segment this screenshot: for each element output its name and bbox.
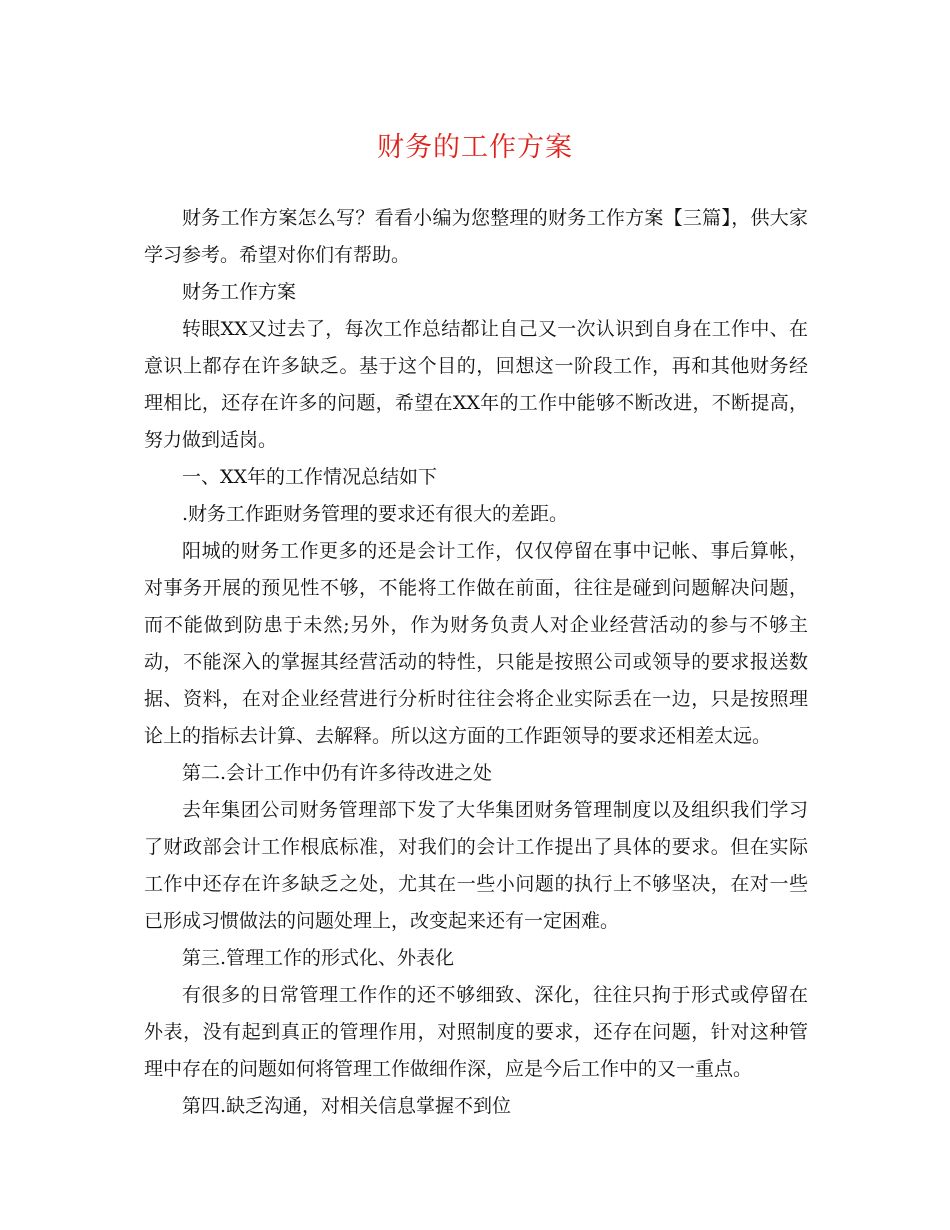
paragraph-section-heading: 财务工作方案: [182, 281, 297, 303]
paragraph-point-two: 第二.会计工作中仍有许多待改进之处: [182, 762, 493, 784]
paragraph-point-two-detail: 去年集团公司财务管理部下发了大华集团财务管理制度以及组织我们学习了财政部会计工作根底标准，对我们的会计工作提出了具体的要求。但在实际工作中还存在许多缺乏之处，尤其在一些小问题的执行上不够坚决，在对一些已形成习惯做法的问题处理上，改变起来还有一定困难。: [144, 799, 808, 932]
page-title: 财务的工作方案: [377, 132, 573, 163]
paragraph-point-three-detail: 有很多的日常管理工作作的还不够细致、深化，往往只拘于形式或停留在外表，没有起到真正的管理作用，对照制度的要求，还存在问题，针对这种管理中存在的问题如何将管理工作做细作深，应是今后工作中的又一重点。: [144, 984, 808, 1080]
paragraph-point-one-detail: 阳城的财务工作更多的还是会计工作，仅仅停留在事中记帐、事后算帐，对事务开展的预见性不够，不能将工作做在前面，往往是碰到问题解决问题，而不能做到防患于未然;另外，作为财务负责人对企业经营活动的参与不够主动，不能深入的掌握其经营活动的特性，只能是按照公司或领导的要求报送数据、资料，在对企业经营进行分析时往往会将企业实际丢在一边，只是按照理论上的指标去计算、去解释。所以这方面的工作距领导的要求还相差太远。: [144, 540, 808, 747]
paragraph-point-four: 第四.缺乏沟通，对相关信息掌握不到位: [182, 1095, 512, 1117]
paragraph-point-three: 第三.管理工作的形式化、外表化: [182, 947, 455, 969]
document-body: [144, 200, 808, 1125]
paragraph-intro: 财务工作方案怎么写？看看小编为您整理的财务工作方案【三篇】，供大家学习参考。希望对你们有帮助。: [144, 207, 808, 266]
paragraph-point-one: .财务工作距财务管理的要求还有很大的差距。: [182, 503, 569, 525]
paragraph-review: 转眼XX又过去了，每次工作总结都让自己又一次认识到自身在工作中、在意识上都存在许多缺乏。基于这个目的，回想这一阶段工作，再和其他财务经理相比，还存在许多的问题，希望在XX年的工作中能够不断改进，不断提高，努力做到适岗。: [144, 318, 808, 451]
paragraph-summary-heading: 一、XX年的工作情况总结如下: [182, 466, 438, 488]
